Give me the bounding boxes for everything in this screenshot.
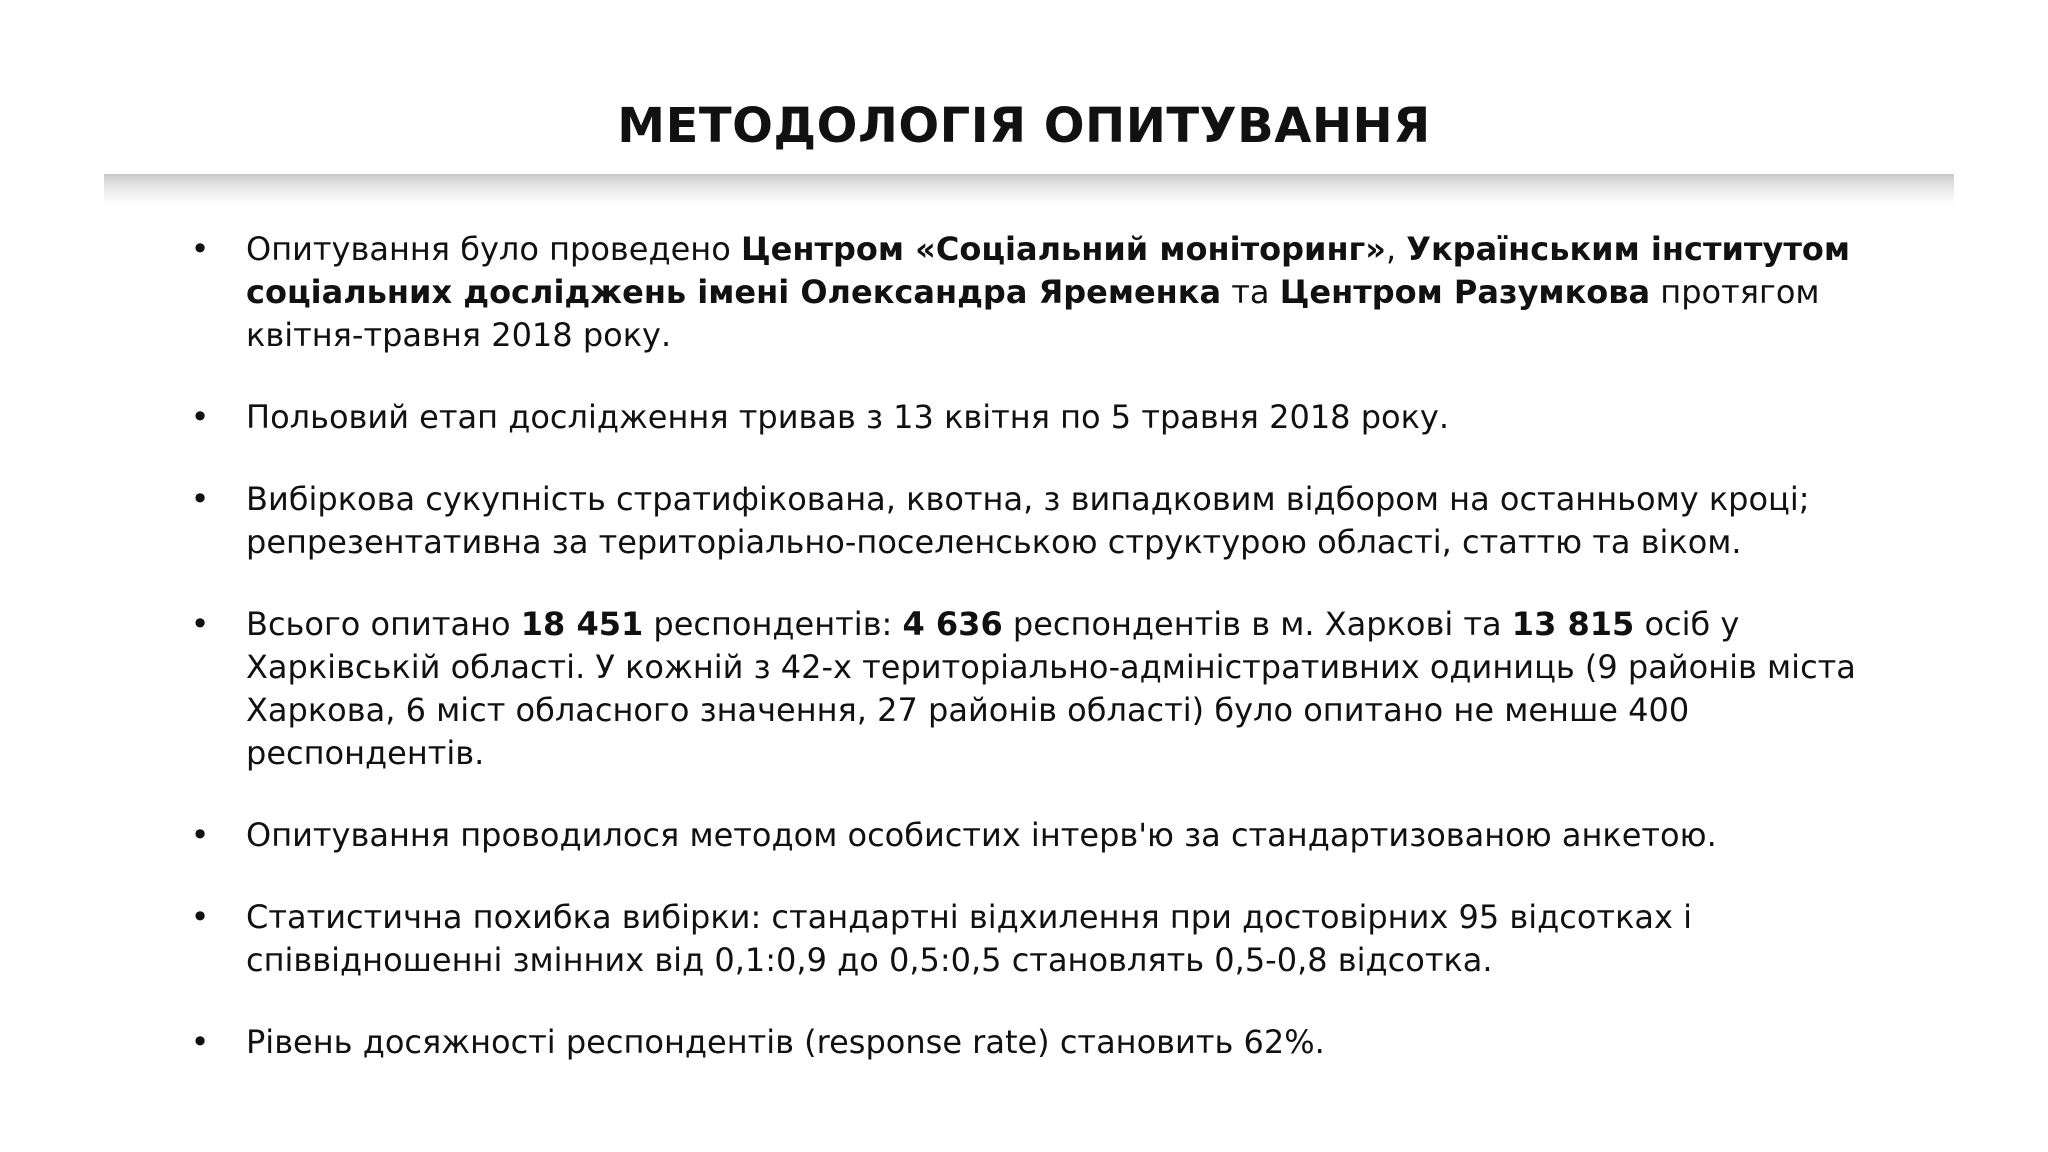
text-segment: протягом квітня-травня 2018 року. [246, 273, 1820, 354]
bullet-dot-icon: • [190, 398, 210, 436]
text-segment: респондентів в м. Харкові та [1002, 605, 1512, 643]
bullet-dot-icon: • [190, 230, 210, 268]
bullet-item [190, 603, 1910, 775]
bold-text-segment: Центром «Соціальний моніторинг» [740, 230, 1386, 268]
bullet-dot-icon: • [190, 480, 210, 518]
bullet-list [190, 228, 1910, 1103]
bullet-text [246, 480, 1810, 561]
bold-text-segment: 18 451 [520, 605, 644, 643]
text-segment: Рівень досяжності респондентів (response rate) становить 62%. [246, 1023, 1325, 1061]
bullet-text [246, 898, 1692, 979]
text-segment: осіб у Харківській області. У кожній з 42-х територіально-адміністративних одиниць (9 районів міста Харкова, 6 міст обласного значення, 27 районів області) було опитано не менше 400 респондентів. [246, 605, 1856, 772]
text-segment: респондентів: [643, 605, 903, 643]
text-segment: , [1385, 230, 1407, 268]
title-divider [104, 174, 1954, 206]
bullet-item [190, 1021, 1910, 1064]
bullet-item [190, 396, 1910, 439]
text-segment: Опитування було проведено [246, 230, 741, 268]
bullet-text [246, 230, 1850, 354]
text-segment: Всього опитано [246, 605, 521, 643]
bold-text-segment: 4 636 [902, 605, 1003, 643]
bullet-item [190, 896, 1910, 982]
bullet-item [190, 814, 1910, 857]
bold-text-segment: Центром Разумкова [1279, 273, 1651, 311]
page-title: МЕТОДОЛОГІЯ ОПИТУВАННЯ [617, 98, 1431, 154]
text-segment: та [1221, 273, 1280, 311]
bold-text-segment: Українським інститутом соціальних досліджень імені Олександра Яременка [246, 230, 1850, 311]
text-segment: Опитування проводилося методом особистих інтерв'ю за стандартизованою анкетою. [246, 816, 1717, 854]
bullet-dot-icon: • [190, 816, 210, 854]
bullet-item [190, 478, 1910, 564]
text-segment: Статистична похибка вибірки: стандартні відхилення при достовірних 95 відсотках і співвідношенні змінних від 0,1:0,9 до 0,5:0,5 становлять 0,5-0,8 відсотка. [246, 898, 1692, 979]
bold-text-segment: 13 815 [1511, 605, 1635, 643]
bullet-text [246, 1023, 1325, 1061]
bullet-text [246, 605, 1856, 772]
bullet-dot-icon: • [190, 1023, 210, 1061]
text-segment: Польовий етап дослідження тривав з 13 квітня по 5 травня 2018 року. [246, 398, 1450, 436]
text-segment: Вибіркова сукупність стратифікована, квотна, з випадковим відбором на останньому кроці; репрезентативна за територіально-поселенською структурою області, статтю та віком. [246, 480, 1810, 561]
bullet-dot-icon: • [190, 605, 210, 643]
bullet-dot-icon: • [190, 898, 210, 936]
bullet-text [246, 398, 1449, 436]
bullet-text [246, 816, 1717, 854]
bullet-item [190, 228, 1910, 357]
